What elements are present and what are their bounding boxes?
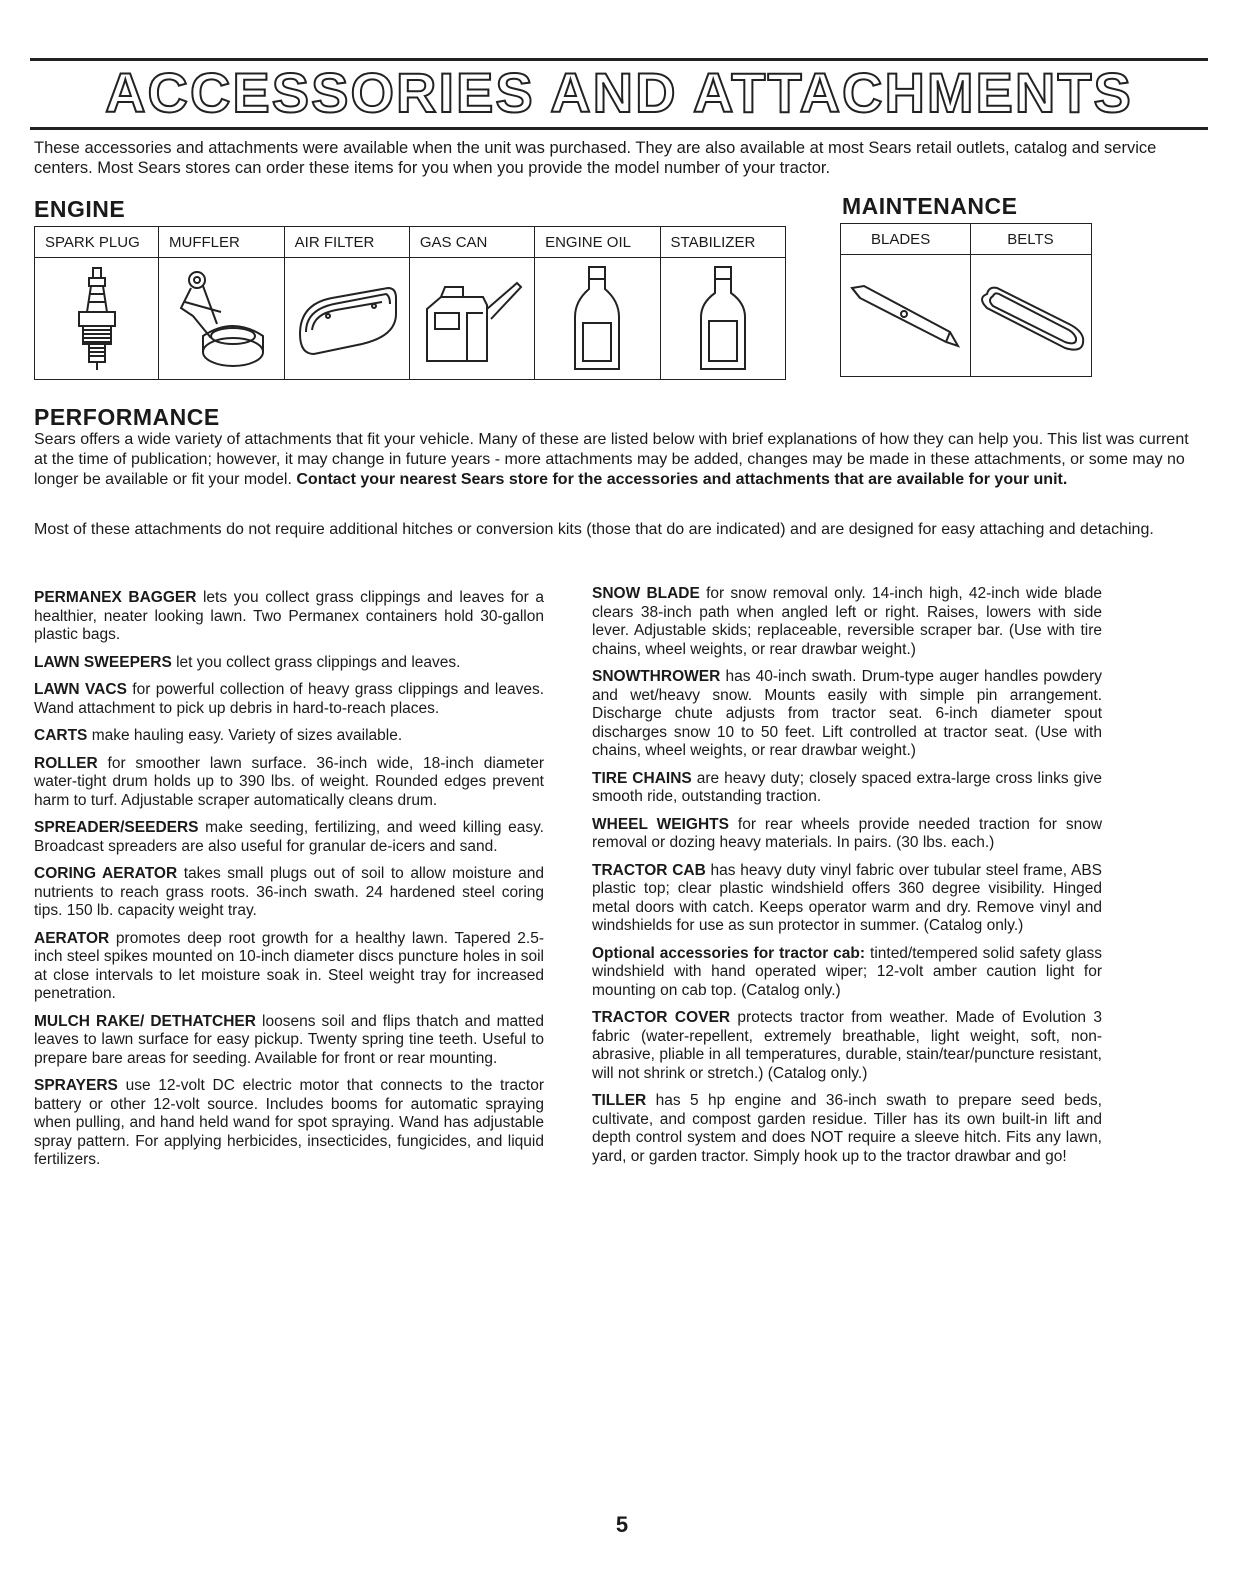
list-item: CARTS make hauling easy. Variety of sizes available. <box>34 727 403 744</box>
gas-can-cell <box>409 258 534 380</box>
belts-label: BELTS <box>971 224 1092 255</box>
maintenance-heading: MAINTENANCE <box>842 193 1018 219</box>
list-item: WHEEL WEIGHTS for rear wheels provide needed traction for snow removal or dozing heavy materials. In pairs. (30 lbs. each.) <box>592 815 1103 851</box>
list-item: LAWN VACS for powerful collection of heavy grass clippings and leaves. Wand attachment to pick up debris in hard-to-reach places. <box>34 681 544 717</box>
belts-cell <box>971 255 1092 377</box>
maintenance-parts-table <box>840 223 1092 377</box>
list-item: SNOW BLADE for snow removal only. 14-inch high, 42-inch wide blade clears 38-inch path when angled left or right. Raises, lowers with side lever. Adjustable skids; replaceable, reversible scraper bar. (Use with tire chains, wheel weights, or rear drawbar weight.) <box>592 585 1102 658</box>
spark-plug-icon <box>67 264 127 374</box>
engine-parts-table <box>34 226 786 380</box>
gas-can-icon <box>417 269 527 369</box>
spark-plug-label: SPARK PLUG <box>35 227 159 258</box>
list-item: PERMANEX BAGGER lets you collect grass clippings and leaves for a healthier, neater looking lawn. Two Permanex containers hold 30-gallon plastic bags. <box>34 589 544 643</box>
list-item: SNOWTHROWER has 40-inch swath. Drum-type auger handles powdery and wet/heavy snow. Mounts easily with simple pin arrangement. Discharge chute adjusts from tractor seat. 6-inch diameter spout discharges snow 10 to 50 feet. Lift controlled at tractor seat. (Use with chains, wheel weights, or rear drawbar weight.) <box>592 668 1102 759</box>
air-filter-label: AIR FILTER <box>284 227 409 258</box>
attachments-right-column <box>592 585 1102 1175</box>
gas-can-label: GAS CAN <box>409 227 534 258</box>
list-item: Optional accessories for tractor cab: tinted/tempered solid safety glass windshield with hand operated wiper; 12-volt amber caution light for mounting on cab top. (Catalog only.) <box>592 944 1102 999</box>
list-item: SPRAYERS use 12-volt DC electric motor that connects to the tractor battery or other 12-volt source. Includes booms for automatic spraying when pulling, and hand held wand for spot spraying. Wand has adjustable spray pattern. For applying herbicides, insecticides, fungicides, and liquid fertilizers. <box>34 1077 544 1168</box>
page-title: ACCESSORIES AND ATTACHMENTS <box>105 61 1133 124</box>
engine-oil-label: ENGINE OIL <box>535 227 660 258</box>
performance-para1-bold: Contact your nearest Sears store for the accessories and attachments that are available for your unit. <box>296 471 1068 488</box>
muffler-icon <box>171 264 271 374</box>
belt-icon <box>973 276 1089 356</box>
list-item: LAWN SWEEPERS let you collect grass clippings and leaves. <box>34 653 461 671</box>
list-item: TRACTOR COVER protects tractor from weather. Made of Evolution 3 fabric (water-repellent, extremely breathable, light weight, soft, non-abrasive, pliable in all temperatures, durable, stain/tear/puncture resistant, will not shrink or stretch.) (Catalog only.) <box>592 1009 1102 1082</box>
intro-text: These accessories and attachments were available when the unit was purchased. They are also available at most Sears retail outlets, catalog and service centers. Most Sears stores can order these items for you when you provide the model number of your tractor. <box>34 139 1157 177</box>
performance-intro <box>34 430 1204 490</box>
blade-icon <box>846 276 966 356</box>
engine-oil-cell <box>535 258 660 380</box>
list-item: MULCH RAKE/ DETHATCHER loosens soil and flips thatch and matted leaves to lawn surface for easy pickup. Twenty spring tine teeth. Useful to prepare bare areas for seeding. Available for front or rear mounting. <box>34 1012 544 1067</box>
stabilizer-label: STABILIZER <box>660 227 785 258</box>
air-filter-icon <box>292 274 402 364</box>
blades-cell <box>841 255 971 377</box>
stabilizer-cell <box>660 258 785 380</box>
attachments-left-column <box>34 589 544 1179</box>
air-filter-cell <box>284 258 409 380</box>
list-item: TILLER has 5 hp engine and 36-inch swath to prepare seed beds, cultivate, and compost garden residue. Tiller has its own built-in lift and depth control system and does NOT require a sleeve hitch. Fits any lawn, yard, or garden tractor. Simply hook up to the tractor drawbar and go! <box>592 1092 1102 1165</box>
list-item: TIRE CHAINS are heavy duty; closely spaced extra-large cross links give smooth ride, outstanding traction. <box>592 769 1102 805</box>
performance-para1: Sears offers a wide variety of attachments that fit your vehicle. Many of these are listed below with brief explanations of how they can help you. This list was current at the time of publication; however, it may change in future years - more attachments may be added, changes may be made in these attachments, or some may no longer be available or fit your model. <box>34 431 1189 488</box>
spark-plug-cell <box>35 258 159 380</box>
list-item: ROLLER for smoother lawn surface. 36-inch wide, 18-inch diameter water-tight drum holds up to 390 lbs. of weight. Rounded edges prevent harm to turf. Adjustable scraper automatically cleans drum. <box>34 754 544 809</box>
list-item: TRACTOR CAB has heavy duty vinyl fabric over tubular steel frame, ABS plastic top; clear plastic windshield offers 360 degree visibility. Hinged metal doors with catch. Keeps operator warm and dry. Remove vinyl and windshields for use as sun protector in summer. (Catalog only.) <box>592 861 1102 934</box>
muffler-label: MUFFLER <box>159 227 285 258</box>
performance-para2: Most of these attachments do not require additional hitches or conversion kits (those that do are indicated) and are designed for easy attaching and detaching. <box>34 521 1154 538</box>
muffler-cell <box>159 258 285 380</box>
page-number: 5 <box>615 1512 629 1537</box>
performance-heading: PERFORMANCE <box>34 404 220 430</box>
blades-label: BLADES <box>841 224 971 255</box>
list-item: CORING AERATOR takes small plugs out of soil to allow moisture and nutrients to reach grass roots. 36-inch swath. 24 hardened steel coring tips. 150 lb. capacity weight tray. <box>34 865 544 919</box>
title-underline <box>30 127 1208 130</box>
list-item: SPREADER/SEEDERS make seeding, fertilizing, and weed killing easy. Broadcast spreaders are also useful for granular de-icers and sand. <box>34 819 544 855</box>
oil-bottle-icon <box>567 263 627 375</box>
engine-heading: ENGINE <box>34 196 126 222</box>
list-item: AERATOR promotes deep root growth for a healthy lawn. Tapered 2.5-inch steel spikes mounted on 10-inch diameter discs puncture holes in soil at close intervals to let moisture soak in. Steel weight tray for increased penetration. <box>34 929 544 1002</box>
stabilizer-bottle-icon <box>693 263 753 375</box>
